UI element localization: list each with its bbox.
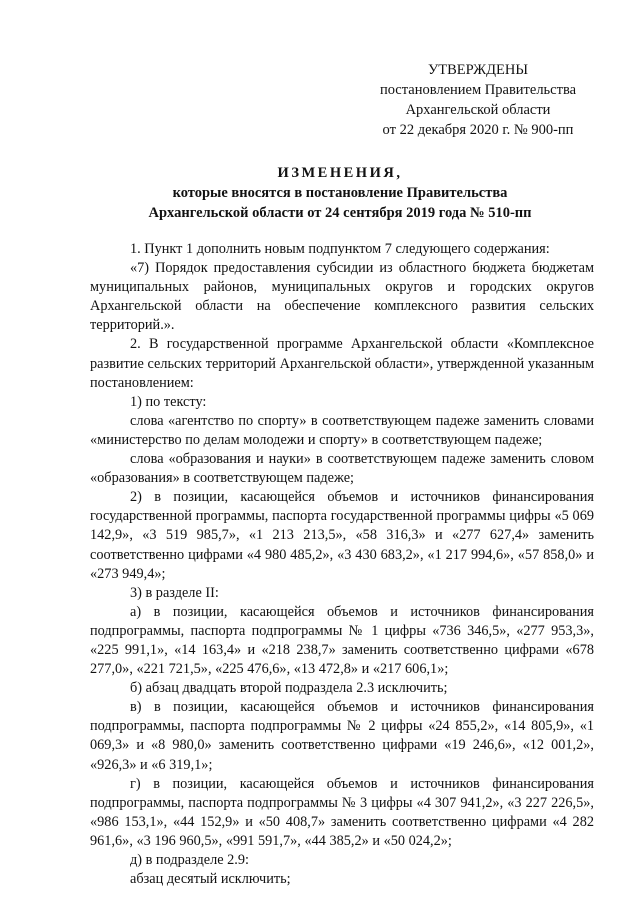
document-title: [80, 163, 600, 223]
approval-status: УТВЕРЖДЕНЫ: [427, 62, 529, 78]
title-heading: ИЗМЕНЕНИЯ,: [277, 165, 403, 181]
paragraph: д) в подразделе 2.9:: [130, 852, 249, 868]
paragraph: абзац десятый исключить;: [130, 871, 291, 888]
paragraph: в) в позиции, касающейся объемов и источников финансирования подпрограммы, паспорта подпрограммы № 2 цифры «24 855,2», «14 805,9», «1 069,3» и «8 980,0» заменить соответственно цифрами «19 246,6», «12 001,2», «926,3» и «6 319,1»;: [90, 699, 594, 773]
paragraph: а) в позиции, касающейся объемов и источников финансирования подпрограммы, паспорта подпрограммы № 1 цифры «736 346,5», «277 953,3», «225 991,1», «14 163,4» и «218 238,7» заменить соответственно цифрами «678 277,0», «221 721,5», «225 476,6», «13 472,8» и «217 606,1»;: [90, 603, 594, 678]
approval-issuer: постановлением Правительства: [379, 82, 577, 98]
title-subline-2: Архангельской области от 24 сентября 2019 года № 510-пп: [148, 205, 532, 221]
paragraph: б) абзац двадцать второй подраздела 2.3 исключить;: [130, 680, 448, 697]
paragraph: г) в позиции, касающейся объемов и источников финансирования подпрограммы, паспорта подпрограммы № 3 цифры «4 307 941,2», «3 227 226,5», «986 153,1», «44 152,9» и «50 408,7» заменить соответственно цифрами «4 282 961,6», «3 196 960,5», «991 591,7», «44 385,2» и «50 024,2»;: [90, 775, 594, 849]
approval-region: Архангельской области: [405, 102, 551, 118]
paragraph: «7) Порядок предоставления субсидии из областного бюджета бюджетам муниципальных районов, муниципальных округов и городских округов Архангельской области на обеспечение комплексного развития сельских территорий.».: [90, 260, 594, 334]
title-subline-1: которые вносятся в постановление Правительства: [172, 185, 508, 201]
document-body: [90, 240, 594, 889]
paragraph: слова «агентство по спорту» в соответствующем падеже заменить словами «министерство по делам молодежи и спорту» в соответствующем падеже;: [90, 412, 594, 448]
paragraph: 2) в позиции, касающейся объемов и источников финансирования государственной программы, паспорта государственной программы цифры «5 069 142,9», «3 519 985,7», «1 213 213,5», «58 316,3» и «277 627,4» заменить соответственно цифрами «4 980 485,2», «3 430 683,2», «1 217 994,6», «57 858,0» и «273 949,4»;: [90, 489, 594, 582]
paragraph: 1. Пункт 1 дополнить новым подпунктом 7 следующего содержания:: [130, 241, 550, 257]
paragraph: слова «образования и науки» в соответствующем падеже заменить словом «образования» в соответствующем падеже;: [90, 451, 594, 487]
paragraph: 1) по тексту:: [130, 393, 207, 410]
paragraph: 2. В государственной программе Архангельской области «Комплексное развитие сельских территорий Архангельской области», утвержденной указанным постановлением:: [90, 336, 594, 391]
approval-stamp: [360, 60, 596, 140]
approval-date-number: от 22 декабря 2020 г. № 900-пп: [382, 122, 574, 138]
paragraph: 3) в разделе II:: [130, 584, 219, 601]
